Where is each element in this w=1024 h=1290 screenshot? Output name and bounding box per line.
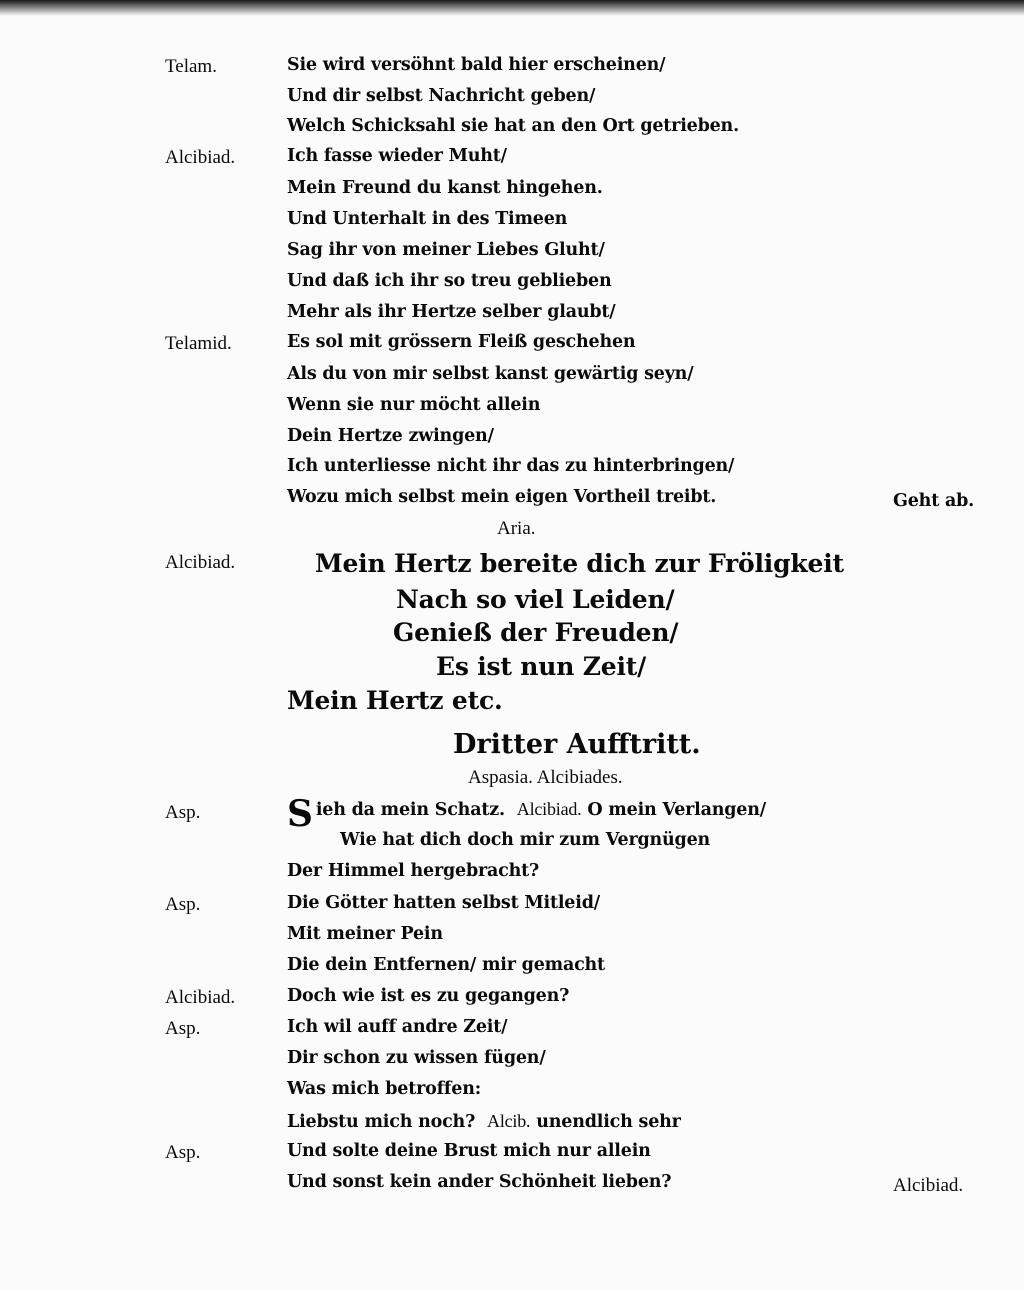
verse-line: Und dir selbst Nachricht geben/ — [287, 86, 596, 106]
verse-line: Welch Schicksahl sie hat an den Ort getrieben. — [287, 116, 739, 136]
verse-text: O mein Verlangen/ — [587, 800, 766, 820]
verse-line: Dir schon zu wissen fügen/ — [287, 1048, 546, 1068]
verse-line: Wozu mich selbst mein eigen Vortheil treibt. — [287, 487, 717, 507]
verse-line: Doch wie ist es zu gegangen? — [287, 986, 570, 1006]
verse-line: Mein Freund du kanst hingehen. — [287, 178, 603, 198]
aria-line: Mein Hertz etc. — [287, 686, 503, 715]
verse-line: Es sol mit grössern Fleiß geschehen — [287, 332, 636, 352]
speaker-label: Telamid. — [165, 333, 232, 354]
verse-line: Und Unterhalt in des Timeen — [287, 209, 568, 229]
scene-heading: Dritter Aufftritt. — [453, 729, 701, 760]
verse-line: Und solte deine Brust mich nur allein — [287, 1141, 651, 1161]
verse-line: Sie wird versöhnt bald hier erscheinen/ — [287, 55, 666, 75]
verse-line-with-dropcap — [287, 793, 766, 835]
aria-heading: Aria. — [497, 518, 536, 539]
verse-line — [287, 1112, 681, 1132]
verse-line: Die dein Entfernen/ mir gemacht — [287, 955, 605, 975]
verse-line: Mit meiner Pein — [287, 924, 443, 944]
verse-line: Wie hat dich doch mir zum Vergnügen — [340, 830, 711, 850]
verse-line: Was mich betroffen: — [287, 1079, 481, 1099]
speaker-label: Asp. — [165, 894, 201, 915]
speaker-label: Asp. — [165, 1018, 201, 1039]
page-edge-shadow — [0, 0, 1024, 16]
stage-direction-exit: Geht ab. — [893, 491, 975, 511]
verse-line: Als du von mir selbst kanst gewärtig seyn/ — [287, 364, 694, 384]
verse-line: Dein Hertze zwingen/ — [287, 426, 494, 446]
speaker-label: Asp. — [165, 1142, 201, 1163]
verse-line: Die Götter hatten selbst Mitleid/ — [287, 893, 600, 913]
speaker-label: Alcibiad. — [165, 147, 236, 168]
inline-speaker-label: Alcib. — [487, 1111, 531, 1131]
verse-line: Wenn sie nur möcht allein — [287, 395, 541, 415]
verse-text: unendlich sehr — [536, 1112, 681, 1132]
verse-line: Sag ihr von meiner Liebes Gluht/ — [287, 240, 605, 260]
verse-line: Mehr als ihr Hertze selber glaubt/ — [287, 302, 616, 322]
scene-characters: Aspasia. Alcibiades. — [468, 767, 623, 788]
aria-line: Nach so viel Leiden/ — [396, 585, 675, 614]
aria-line: Genieß der Freuden/ — [393, 618, 679, 647]
verse-line: Und sonst kein ander Schönheit lieben? — [287, 1172, 672, 1192]
verse-line: Der Himmel hergebracht? — [287, 861, 540, 881]
inline-speaker-label: Alcibiad. — [516, 799, 582, 819]
speaker-label: Alcibiad. — [165, 987, 236, 1008]
speaker-label: Telam. — [165, 56, 217, 77]
dropcap-initial: S — [287, 793, 313, 835]
verse-line: Und daß ich ihr so treu geblieben — [287, 271, 612, 291]
catchword: Alcibiad. — [893, 1175, 964, 1196]
verse-line: Ich fasse wieder Muht/ — [287, 146, 507, 166]
speaker-label: Asp. — [165, 802, 201, 823]
verse-line: Ich wil auff andre Zeit/ — [287, 1017, 508, 1037]
speaker-label: Alcibiad. — [165, 552, 236, 573]
verse-text: Liebstu mich noch? — [287, 1112, 476, 1132]
aria-line: Mein Hertz bereite dich zur Fröligkeit — [315, 549, 844, 578]
aria-line: Es ist nun Zeit/ — [436, 652, 647, 681]
verse-text: ieh da mein Schatz. — [315, 800, 505, 820]
verse-line: Ich unterliesse nicht ihr das zu hinterbringen/ — [287, 456, 735, 476]
